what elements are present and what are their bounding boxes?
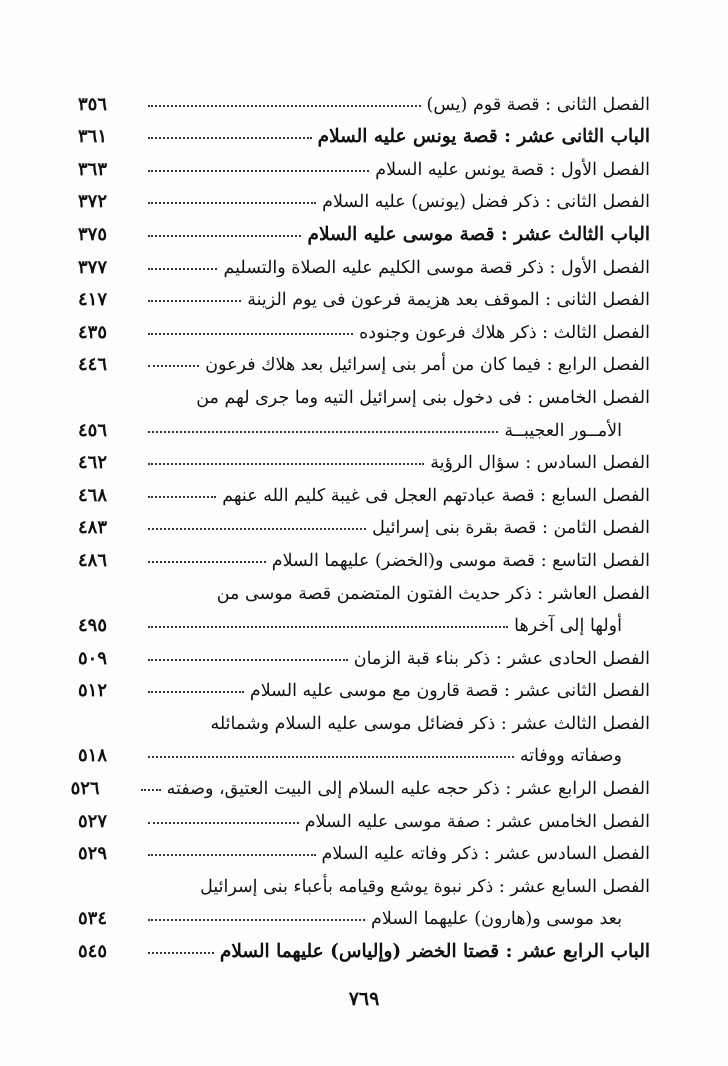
toc-entry-title: الفصل الثانى : قصة قوم (يس): [426, 94, 650, 115]
toc-entry: [78, 669, 650, 702]
toc-entry-title: الفصل الخامس عشر : صفة موسى عليه السلام: [304, 811, 650, 832]
toc-line: [78, 343, 650, 376]
toc-page-number: ٥٢٩: [78, 843, 108, 865]
dot-leader: [148, 463, 424, 465]
toc-entry-title: الفصل الثانى : ذكر فضل (يونس) عليه السلام: [322, 192, 650, 213]
toc-page-number: ٤٨٦: [78, 549, 108, 571]
table-of-contents: [70, 82, 650, 963]
dot-leader: [148, 300, 241, 302]
toc-page-number: ٥١٢: [78, 680, 108, 702]
toc-entry-title: الباب الثالث عشر : قصة موسى عليه السلام: [307, 223, 650, 245]
toc-entry: [78, 245, 650, 278]
toc-line: [78, 832, 650, 865]
toc-line: [78, 538, 650, 571]
toc-entry-title: الفصل السادس : سؤال الرؤية: [430, 453, 650, 474]
toc-line: [78, 408, 650, 441]
toc-entry: [78, 864, 650, 929]
dot-leader: [148, 431, 498, 433]
dot-leader: [148, 952, 214, 954]
dot-leader: [148, 756, 514, 758]
toc-entry: [78, 701, 650, 766]
toc-page-number: ٣٧٧: [78, 256, 108, 278]
toc-entry-title: الفصل الحادى عشر : ذكر بناء قبة الزمان: [353, 648, 650, 669]
toc-page-number: ٣٧٢: [78, 191, 108, 213]
toc-line: [78, 180, 650, 213]
toc-entry-title: الفصل الأول : قصة يونس عليه السلام: [375, 159, 650, 180]
dot-leader: [148, 822, 299, 824]
toc-entry-title: الفصل الثالث : ذكر هلاك فرعون وجنوده: [359, 322, 650, 343]
dot-leader: [148, 137, 312, 139]
toc-page-number: ٤٥٦: [78, 419, 108, 441]
toc-entry: [78, 832, 650, 865]
toc-line: [78, 604, 650, 637]
dot-leader: [148, 170, 369, 172]
toc-line: [78, 115, 650, 148]
toc-page-number: ٤٦٢: [78, 452, 108, 474]
toc-entry: [78, 538, 650, 571]
dot-leader: [148, 268, 217, 270]
toc-page-number: ٤٦٨: [78, 484, 108, 506]
toc-line: [78, 929, 650, 962]
toc-entry-title: الفصل السابع عشر : ذكر نبوة يوشع وقيامه بأعباء بنى إسرائيل: [200, 876, 650, 897]
toc-line: [78, 897, 650, 930]
toc-entry: [78, 473, 650, 506]
toc-entry-title: الفصل التاسع : قصة موسى و(الخضر) عليهما السلام: [271, 550, 650, 571]
toc-entry-title: بعد موسى و(هارون) عليهما السلام: [371, 909, 622, 930]
toc-line: [78, 571, 650, 604]
toc-entry: [78, 115, 650, 148]
toc-line: [78, 734, 650, 767]
toc-entry-title: أولها إلى آخرها: [514, 616, 622, 637]
toc-page-number: ٤٨٣: [78, 517, 108, 539]
toc-page-number: ٥٠٩: [78, 647, 108, 669]
toc-line: [78, 245, 650, 278]
toc-entry: [78, 636, 650, 669]
dot-leader: [148, 202, 316, 204]
toc-entry-title: الفصل الرابع : فيما كان من أمر بنى إسرائيل بعد هلاك فرعون: [205, 355, 650, 376]
toc-line: [78, 278, 650, 311]
toc-page-number: ٥٢٦: [70, 778, 100, 800]
toc-entry: [78, 310, 650, 343]
dot-leader: [148, 626, 508, 628]
toc-entry: [70, 766, 650, 800]
dot-leader: [148, 496, 216, 498]
toc-line: [78, 636, 650, 669]
toc-line: [78, 82, 650, 115]
toc-entry-title: الفصل الأول : ذكر قصة موسى الكليم عليه الصلاة والتسليم: [223, 257, 650, 278]
toc-line: [78, 506, 650, 539]
toc-entry-title: الباب الثانى عشر : قصة يونس عليه السلام: [317, 126, 650, 148]
toc-page-number: ٣٧٥: [78, 223, 108, 245]
page-number: ٧٦٩: [348, 988, 380, 1010]
toc-line: [78, 799, 650, 832]
toc-line: [78, 147, 650, 180]
toc-line: [78, 669, 650, 702]
toc-entry-title: الفصل الثامن : قصة بقرة بنى إسرائيل: [372, 518, 650, 539]
dot-leader: [148, 659, 348, 661]
toc-entry-title: الفصل الرابع عشر : ذكر حجه عليه السلام إلى البيت العتيق، وصفته: [166, 779, 650, 800]
toc-page-number: ٤٤٦: [78, 354, 108, 376]
dot-leader: [148, 691, 244, 693]
toc-line: [78, 441, 650, 474]
toc-entry: [78, 180, 650, 213]
dot-leader: [148, 854, 316, 856]
toc-entry: [78, 212, 650, 245]
toc-page-number: ٤٩٥: [78, 615, 108, 637]
toc-entry-title: الفصل الخامس : فى دخول بنى إسرائيل التيه وما جرى لهم من: [196, 387, 650, 408]
toc-entry-title: الفصل العاشر : ذكر حديث الفتون المتضمن قصة موسى من: [216, 583, 650, 604]
toc-entry: [78, 929, 650, 962]
toc-entry-title: الباب الرابع عشر : قصتا الخضر (وإلياس) عليهما السلام: [219, 941, 650, 963]
toc-page-number: ٥٤٥: [78, 941, 108, 963]
toc-line: [78, 864, 650, 897]
toc-entry: [78, 571, 650, 636]
toc-page-number: ٤١٧: [78, 289, 108, 311]
dot-leader: [148, 528, 366, 530]
toc-entry-title: الفصل الثالث عشر : ذكر فضائل موسى عليه السلام وشمائله: [210, 713, 650, 734]
dot-leader: [148, 235, 301, 237]
toc-line: [70, 766, 650, 800]
toc-page-number: ٥٣٤: [78, 908, 108, 930]
toc-line: [78, 310, 650, 343]
toc-page-number: ٣٦١: [78, 126, 108, 148]
toc-line: [78, 473, 650, 506]
toc-page-number: ٣٥٦: [78, 93, 108, 115]
toc-page-number: ٣٦٣: [78, 158, 108, 180]
toc-entry-title: وصفاته ووفاته: [519, 746, 622, 767]
toc-entry: [78, 278, 650, 311]
toc-entry: [78, 441, 650, 474]
toc-entry: [78, 375, 650, 440]
toc-page-number: ٥٢٧: [78, 810, 108, 832]
toc-entry-title: الفصل الثانى عشر : قصة قارون مع موسى عليه السلام: [249, 681, 650, 702]
toc-line: [78, 701, 650, 734]
dot-leader: [148, 919, 365, 921]
toc-page-number: ٥١٨: [78, 745, 108, 767]
dot-leader: [141, 789, 161, 791]
toc-entry: [78, 343, 650, 376]
dot-leader: [148, 561, 266, 563]
toc-page-number: ٤٣٥: [78, 321, 108, 343]
toc-entry: [78, 147, 650, 180]
toc-entry: [78, 82, 650, 115]
dot-leader: [148, 365, 199, 367]
dot-leader: [148, 105, 421, 107]
toc-entry: [78, 799, 650, 832]
toc-entry-title: الفصل السادس عشر : ذكر وفاته عليه السلام: [321, 844, 650, 865]
dot-leader: [148, 333, 353, 335]
toc-entry-title: الفصل السابع : قصة عبادتهم العجل فى غيبة كليم الله عنهم: [222, 485, 650, 506]
toc-line: [78, 375, 650, 408]
toc-entry: [78, 506, 650, 539]
toc-entry-title: الفصل الثانى : الموقف بعد هزيمة فرعون فى يوم الزينة: [247, 290, 650, 311]
toc-line: [78, 212, 650, 245]
toc-entry-title: الأمــور العجيبــة: [504, 420, 622, 441]
